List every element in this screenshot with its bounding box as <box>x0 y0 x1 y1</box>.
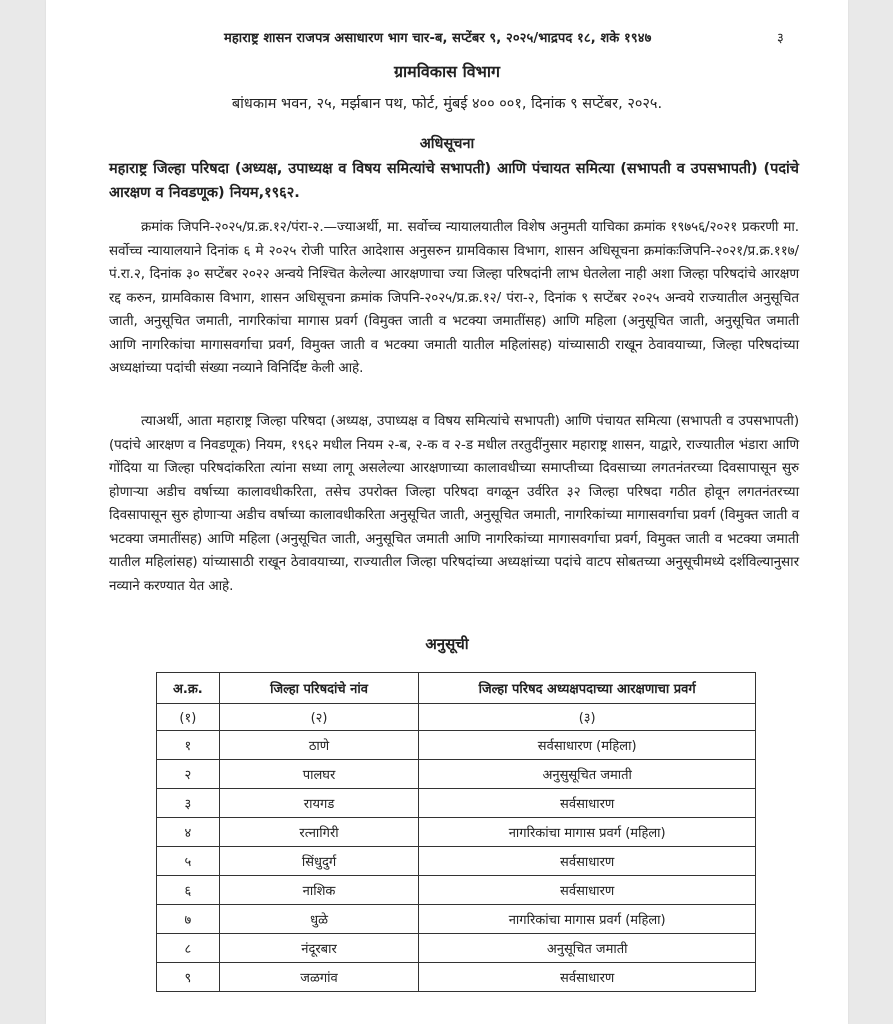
category-cell: सर्वसाधारण <box>419 876 756 905</box>
column-number: (१) <box>157 704 220 731</box>
category-cell: अनुसुसूचित जमाती <box>419 760 756 789</box>
department-address: बांधकाम भवन, २५, मर्झबान पथ, फोर्ट, मुंबई ४०० ००१, दिनांक ९ सप्टेंबर, २०२५. <box>231 96 663 112</box>
paragraph-1 <box>109 216 799 381</box>
district-cell: सिंधुदुर्ग <box>219 847 419 876</box>
serial-cell: ८ <box>157 934 220 963</box>
table-row <box>157 963 756 992</box>
serial-cell: २ <box>157 760 220 789</box>
gazette-header: महाराष्ट्र शासन राजपत्र असाधारण भाग चार-ब, सप्टेंबर ९, २०२५/भाद्रपद १८, शके १९४७ <box>224 31 652 46</box>
table-row <box>157 731 756 760</box>
table-row <box>157 876 756 905</box>
serial-cell: ७ <box>157 905 220 934</box>
header-district: जिल्हा परिषदांचे नांव <box>219 673 419 704</box>
table-row <box>157 789 756 818</box>
table-row <box>157 847 756 876</box>
district-cell: पालघर <box>219 760 419 789</box>
schedule-heading: अनुसूची <box>425 635 469 653</box>
district-cell: जळगांव <box>219 963 419 992</box>
district-cell: धुळे <box>219 905 419 934</box>
document-page <box>46 0 848 1024</box>
paragraph-2-text: त्याअर्थी, आता महाराष्ट्र जिल्हा परिषदा (अध्यक्ष, उपाध्यक्ष व विषय समित्यांचे सभापती) आणि पंचायत समित्या (सभापती व उपसभापती) (पदांचे आरक्षण व निवडणूक) नियम, १९६२ मधील नियम २-ब, २-क व २-ड मधील तरतुदींनुसार महाराष्ट्र शासन, याद्वारे, राज्यातील भंडारा आणि गोंदिया या जिल्हा परिषदांकरिता त्यांना सध्या लागू असलेल्या आरक्षणाच्या कालावधीच्या समाप्तीच्या दिवसाच्या लगतनंतरच्या दिवसापासून सुरु होणाऱ्या अडीच वर्षाच्या कालावधीकरिता, तसेच उपरोक्त जिल्हा परिषदा वगळून उर्वरित ३२ जिल्हा परिषदा गठीत होवून लगतनंतरच्या दिवसापासून सुरु होणाऱ्या अडीच वर्षाच्या कालावधीकरिता अनुसूचित जाती, अनुसूचित जमाती, नागरिकांच्या मागासवर्गाचा प्रवर्ग (विमुक्त जाती व भटक्या जमातींसह) आणि महिला (अनुसूचित जाती, अनुसूचित जमाती आणि नागरिकांच्या मागासवर्गाचा प्रवर्ग, विमुक्त जाती व भटक्या जमाती यातील महिलांसह) यांच्यासाठी राखून ठेवावयाच्या, राज्यातील जिल्हा परिषदांच्या अध्यक्षांच्या पदांचे वाटप सोबतच्या अनुसूचीमध्ये दर्शविल्यानुसार नव्याने करण्यात येत आहे. <box>109 413 799 594</box>
table-row <box>157 818 756 847</box>
header-category: जिल्हा परिषद अध्यक्षपदाच्या आरक्षणाचा प्रवर्ग <box>419 673 756 704</box>
table-row <box>157 934 756 963</box>
serial-cell: ३ <box>157 789 220 818</box>
category-cell: सर्वसाधारण <box>419 847 756 876</box>
district-cell: ठाणे <box>219 731 419 760</box>
district-cell: नंदूरबार <box>219 934 419 963</box>
paragraph-1-text: क्रमांक जिपनि-२०२५/प्र.क्र.१२/पंरा-२.—ज्याअर्थी, मा. सर्वोच्च न्यायालयातील विशेष अनुमती याचिका क्रमांक १९७५६/२०२१ प्रकरणी मा. सर्वोच्च न्यायालयाने दिनांक ६ मे २०२५ रोजी पारित आदेशास अनुसरुन ग्रामविकास विभाग, शासन अधिसूचना क्रमांकःजिपनि-२०२१/प्र.क्र.११७/पं.रा.२, दिनांक ३० सप्टेंबर २०२२ अन्वये निश्चित केलेल्या आरक्षणाचा ज्या जिल्हा परिषदांनी लाभ घेतलेला नाही अशा जिल्हा परिषदांचे आरक्षण रद्द करुन, ग्रामविकास विभाग, शासन अधिसूचना क्रमांक जिपनि-२०२५/प्र.क्र.१२/ पंरा-२, दिनांक ९ सप्टेंबर २०२५ अन्वये राज्यातील अनुसूचित जाती, अनुसूचित जमाती, नागरिकांचा मागास प्रवर्ग (विमुक्त जाती व भटक्या जमातींसह) आणि महिला (अनुसूचित जाती, अनुसूचित जमाती आणि नागरिकांचा मागासवर्गाचा प्रवर्ग, विमुक्त जाती व भटक्या जमाती यातील महिलांसह) यांच्यासाठी राखून ठेवावयाच्या, जिल्हा परिषदांच्या अध्यक्षांच्या पदांची संख्या नव्याने विनिर्दिष्ट केली आहे. <box>109 219 799 376</box>
serial-cell: ५ <box>157 847 220 876</box>
district-cell: नाशिक <box>219 876 419 905</box>
table-row <box>157 905 756 934</box>
category-cell: अनुसूचित जमाती <box>419 934 756 963</box>
page-number: ३ <box>777 31 784 46</box>
paragraph-2 <box>109 410 799 598</box>
district-cell: रत्नागिरी <box>219 818 419 847</box>
reservation-table <box>156 672 756 992</box>
category-cell: नागरिकांचा मागास प्रवर्ग (महिला) <box>419 818 756 847</box>
serial-cell: ४ <box>157 818 220 847</box>
column-number: (२) <box>219 704 419 731</box>
department-title: ग्रामविकास विभाग <box>393 62 501 81</box>
notification-heading: अधिसूचना <box>419 136 475 152</box>
rules-title: महाराष्ट्र जिल्हा परिषदा (अध्यक्ष, उपाध्यक्ष व विषय समित्यांचे सभापती) आणि पंचायत समित्या (सभापती व उपसभापती) (पदांचे आरक्षण व निवडणूक) नियम,१९६२. <box>109 161 799 201</box>
table-column-number-row <box>157 704 756 731</box>
category-cell: सर्वसाधारण <box>419 789 756 818</box>
header-serial: अ.क्र. <box>157 673 220 704</box>
category-cell: नागरिकांचा मागास प्रवर्ग (महिला) <box>419 905 756 934</box>
table-header-row <box>157 673 756 704</box>
category-cell: सर्वसाधारण <box>419 963 756 992</box>
serial-cell: ६ <box>157 876 220 905</box>
serial-cell: ९ <box>157 963 220 992</box>
category-cell: सर्वसाधारण (महिला) <box>419 731 756 760</box>
serial-cell: १ <box>157 731 220 760</box>
district-cell: रायगड <box>219 789 419 818</box>
table-row <box>157 760 756 789</box>
column-number: (३) <box>419 704 756 731</box>
